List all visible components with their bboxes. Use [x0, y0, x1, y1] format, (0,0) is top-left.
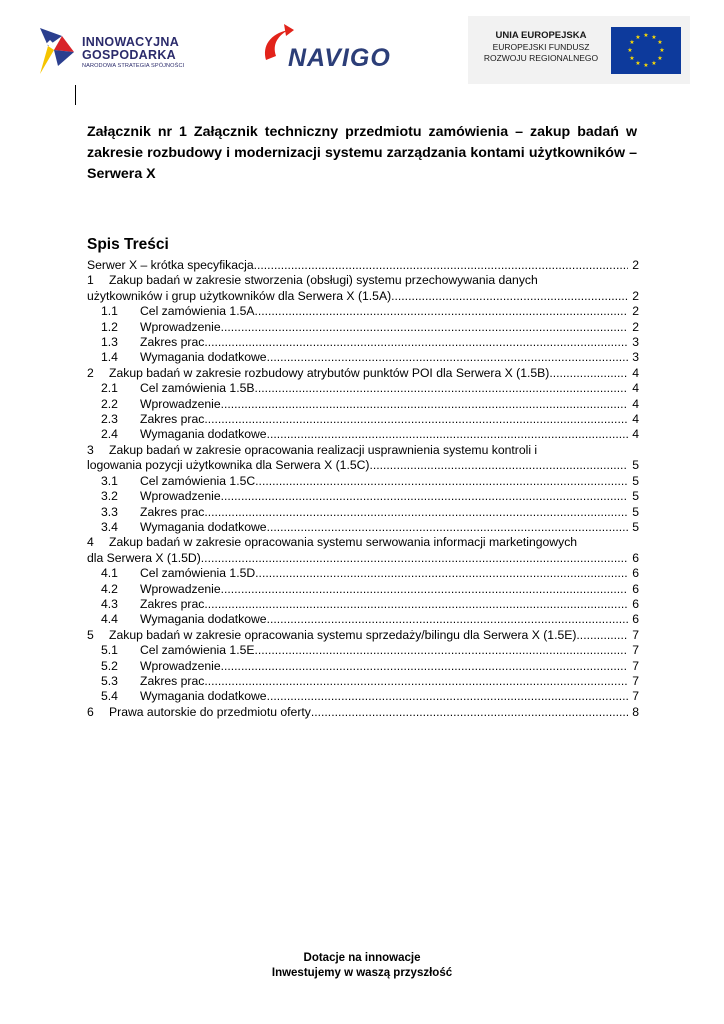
toc-page-number: 2 — [632, 258, 639, 272]
toc-page-number: 4 — [632, 412, 639, 427]
toc-entry-title: Wymagania dodatkowe — [140, 427, 267, 442]
toc-entry-line — [87, 335, 639, 350]
svg-text:★: ★ — [643, 32, 649, 39]
toc-entry-line — [87, 566, 639, 581]
ig-logo-text: INNOWACYJNA GOSPODARKA — [82, 35, 180, 62]
toc-entry-number: 2 — [87, 365, 94, 380]
toc-page-number: 4 — [632, 365, 639, 380]
toc-dot-leader — [254, 258, 629, 273]
toc-entry-title: Wymagania dodatkowe — [140, 350, 267, 365]
toc-dot-leader — [576, 628, 628, 643]
toc-entry-number: 1.3 — [101, 335, 118, 350]
toc-heading: Spis Treści — [87, 236, 169, 253]
navigo-logo — [260, 22, 410, 72]
toc-page-number: 7 — [632, 689, 639, 704]
innowacyjna-gospodarka-logo — [38, 22, 208, 78]
document-title: Załącznik nr 1 Załącznik techniczny przedmiotu zamówienia – zakup badań w zakresie rozbudowy i modernizacji systemu zarządzania kontami użytkowników – Serwera X — [87, 124, 637, 182]
toc-entry-last-line — [87, 289, 639, 304]
toc-entry-title: Zakup badań w zakresie stworzenia (obsługi) systemu przechowywania danych — [109, 273, 538, 288]
toc-entry-first-line — [87, 273, 639, 288]
toc-entry-first-line — [87, 443, 639, 458]
toc-entry-title: Cel zamówienia 1.5D — [140, 566, 256, 581]
toc-entry-title: Zakres prac — [140, 673, 205, 688]
toc-page-number: 4 — [632, 381, 639, 396]
toc-entry-number: 4 — [87, 535, 94, 550]
toc-page-number: 4 — [632, 396, 639, 411]
toc-entry-number: 2.3 — [101, 412, 118, 427]
toc-entry-number: 3.4 — [101, 519, 118, 534]
toc-page-number: 2 — [632, 304, 639, 319]
svg-text:★: ★ — [635, 34, 641, 41]
toc-entry-line — [87, 582, 639, 597]
toc-entry-line — [87, 381, 639, 396]
toc-entry[interactable] — [87, 273, 639, 304]
toc-dot-leader — [549, 366, 628, 381]
toc-entry-line — [87, 258, 639, 273]
toc-dot-leader — [255, 566, 628, 581]
toc-entry-title: Zakup badań w zakresie opracowania systemu serwowania informacji marketingowych — [109, 535, 578, 550]
toc-dot-leader — [311, 705, 628, 720]
toc-entry-title-continued: użytkowników i grup użytkowników dla Serwera X (1.5A) — [87, 288, 392, 303]
toc-page-number: 7 — [632, 658, 639, 673]
toc-page-number: 7 — [632, 673, 639, 688]
toc-page-number: 5 — [632, 489, 639, 504]
toc-entry-number: 3.1 — [101, 473, 118, 488]
toc-dot-leader — [204, 505, 628, 520]
toc-dot-leader — [221, 659, 629, 674]
svg-text:★: ★ — [629, 55, 635, 62]
svg-text:★: ★ — [629, 39, 635, 46]
page-footer — [0, 951, 724, 981]
toc-entry-line — [87, 597, 639, 612]
eu-logo-text: UNIA EUROPEJSKA EUROPEJSKI FUNDUSZ ROZWOJU REGIONALNEGO — [483, 30, 599, 63]
toc-dot-leader — [255, 474, 628, 489]
toc-entry-number: 2.1 — [101, 381, 118, 396]
toc-entry[interactable] — [87, 689, 639, 704]
toc-entry[interactable] — [87, 705, 639, 720]
toc-entry[interactable] — [87, 304, 639, 319]
toc-entry-number: 6 — [87, 704, 94, 719]
toc-entry[interactable] — [87, 505, 639, 520]
toc-entry-line — [87, 674, 639, 689]
toc-dot-leader — [254, 381, 628, 396]
toc-entry-number: 4.1 — [101, 566, 118, 581]
svg-text:★: ★ — [635, 60, 641, 67]
toc-entry[interactable] — [87, 659, 639, 674]
toc-entry[interactable] — [87, 366, 639, 381]
toc-dot-leader — [254, 643, 628, 658]
toc-entry-line — [87, 628, 639, 643]
toc-entry-line — [87, 366, 639, 381]
toc-page-number: 5 — [632, 519, 639, 534]
toc-entry-title: Zakres prac — [140, 596, 205, 611]
toc-entry-line — [87, 505, 639, 520]
toc-entry-last-line — [87, 458, 639, 473]
toc-entry-number: 4.4 — [101, 612, 118, 627]
ig-logo-subtext: NARODOWA STRATEGIA SPÓJNOŚCI — [82, 63, 185, 69]
toc-dot-leader — [204, 674, 628, 689]
toc-entry[interactable] — [87, 643, 639, 658]
toc-entry-number: 3.2 — [101, 489, 118, 504]
toc-entry-line — [87, 689, 639, 704]
toc-page-number: 6 — [632, 566, 639, 581]
toc-dot-leader — [204, 335, 628, 350]
svg-text:★: ★ — [651, 34, 657, 41]
toc-entry[interactable] — [87, 597, 639, 612]
toc-entry-number: 5 — [87, 627, 94, 642]
toc-entry-number: 5.1 — [101, 643, 118, 658]
toc-entry-line — [87, 320, 639, 335]
footer-line-1: Dotacje na innowacje — [303, 952, 421, 964]
toc-entry[interactable] — [87, 582, 639, 597]
footer-line-2: Inwestujemy w waszą przyszłość — [271, 967, 453, 979]
eu-flag-icon — [611, 27, 681, 74]
toc-entry-line — [87, 643, 639, 658]
toc-dot-leader — [267, 612, 629, 627]
toc-entry-number: 3 — [87, 442, 94, 457]
toc-entry[interactable] — [87, 566, 639, 581]
toc-dot-leader — [221, 489, 629, 504]
toc-entry-number: 1.1 — [101, 304, 118, 319]
toc-entry-title: Zakres prac — [140, 335, 205, 350]
toc-page-number: 8 — [632, 704, 639, 719]
navigo-logo-text: NAVIGO — [288, 44, 391, 72]
toc-entry[interactable] — [87, 489, 639, 504]
toc-entry-title: Cel zamówienia 1.5E — [140, 643, 255, 658]
toc-entry-title-continued: dla Serwera X (1.5D) — [87, 550, 201, 565]
toc-page-number: 4 — [632, 427, 639, 442]
toc-entry[interactable] — [87, 412, 639, 427]
toc-entry-number: 5.2 — [101, 658, 118, 673]
toc-entry-number: 5.3 — [101, 673, 118, 688]
toc-dot-leader — [391, 289, 628, 304]
toc-entry-title: Wprowadzenie — [140, 658, 221, 673]
toc-entry[interactable] — [87, 535, 639, 566]
toc-entry-title: Zakup badań w zakresie opracowania systemu sprzedaży/bilingu dla Serwera X (1.5E) — [109, 627, 577, 642]
toc-entry[interactable] — [87, 258, 639, 273]
toc-entry-title: Wprowadzenie — [140, 396, 221, 411]
toc-entry[interactable] — [87, 320, 639, 335]
toc-dot-leader — [221, 320, 629, 335]
toc-page-number: 7 — [632, 643, 639, 658]
toc-page-number: 5 — [632, 458, 639, 473]
toc-entry-line — [87, 489, 639, 504]
toc-entry-title: Wprowadzenie — [140, 489, 221, 504]
margin-change-bar — [75, 85, 76, 105]
toc-page-number: 6 — [632, 581, 639, 596]
toc-page-number: 3 — [632, 335, 639, 350]
eu-fund-logo — [468, 16, 690, 84]
toc-entry-line — [87, 705, 639, 720]
toc-entry-title: Wprowadzenie — [140, 319, 221, 334]
toc-page-number: 6 — [632, 596, 639, 611]
toc-dot-leader — [204, 412, 628, 427]
toc-entry-first-line — [87, 535, 639, 550]
toc-entry-line — [87, 520, 639, 535]
toc-entry-title: Wprowadzenie — [140, 581, 221, 596]
toc-dot-leader — [267, 427, 629, 442]
toc-entry-number: 4.2 — [101, 581, 118, 596]
toc-entry[interactable] — [87, 427, 639, 442]
toc-entry-last-line — [87, 551, 639, 566]
toc-entry-title: Zakres prac — [140, 412, 205, 427]
toc-page-number: 6 — [632, 550, 639, 565]
svg-text:★: ★ — [657, 39, 663, 46]
toc-page-number: 5 — [632, 473, 639, 488]
toc-entry[interactable] — [87, 381, 639, 396]
toc-entry-number: 4.3 — [101, 596, 118, 611]
toc-dot-leader — [267, 689, 629, 704]
toc-dot-leader — [267, 520, 629, 535]
toc-page-number: 7 — [632, 627, 639, 642]
toc-entry[interactable] — [87, 397, 639, 412]
toc-entry[interactable] — [87, 612, 639, 627]
toc-entry-number: 1 — [87, 273, 94, 288]
toc-dot-leader — [201, 551, 628, 566]
toc-entry-title: Cel zamówienia 1.5A — [140, 304, 255, 319]
toc-entry-line — [87, 612, 639, 627]
toc-entry-title: Serwer X – krótka specyfikacja — [87, 258, 254, 272]
toc-entry-title: Cel zamówienia 1.5C — [140, 473, 256, 488]
toc-entry-number: 5.4 — [101, 689, 118, 704]
toc-entry-title: Wymagania dodatkowe — [140, 519, 267, 534]
toc-entry-line — [87, 412, 639, 427]
page-header — [0, 0, 724, 100]
ig-logo-mark-icon — [38, 26, 76, 76]
toc-entry-title: Zakres prac — [140, 504, 205, 519]
toc-dot-leader — [267, 350, 629, 365]
toc-entry-title: Wymagania dodatkowe — [140, 689, 267, 704]
toc-entry-line — [87, 304, 639, 319]
toc-dot-leader — [204, 597, 628, 612]
toc-entry-number: 1.2 — [101, 319, 118, 334]
toc-entry[interactable] — [87, 674, 639, 689]
toc-entry[interactable] — [87, 628, 639, 643]
toc-page-number: 2 — [632, 319, 639, 334]
toc-entry[interactable] — [87, 474, 639, 489]
toc-page-number: 5 — [632, 504, 639, 519]
toc-entry[interactable] — [87, 520, 639, 535]
toc-page-number: 2 — [632, 288, 639, 303]
toc-entry-number: 1.4 — [101, 350, 118, 365]
table-of-contents — [87, 258, 639, 720]
toc-entry-number: 2.4 — [101, 427, 118, 442]
toc-entry-title: Zakup badań w zakresie opracowania realizacji usprawnienia systemu kontroli i — [109, 442, 538, 457]
svg-text:★: ★ — [627, 47, 633, 54]
toc-entry-title: Zakup badań w zakresie rozbudowy atrybutów punktów POI dla Serwera X (1.5B) — [109, 365, 550, 380]
toc-entry[interactable] — [87, 443, 639, 474]
toc-entry-number: 2.2 — [101, 396, 118, 411]
toc-page-number: 6 — [632, 612, 639, 627]
toc-dot-leader — [369, 458, 628, 473]
toc-entry-title: Wymagania dodatkowe — [140, 612, 267, 627]
toc-entry-title: Cel zamówienia 1.5B — [140, 381, 255, 396]
toc-dot-leader — [254, 304, 628, 319]
toc-entry-title-continued: logowania pozycji użytkownika dla Serwera X (1.5C) — [87, 458, 370, 473]
svg-text:★: ★ — [643, 62, 649, 69]
toc-entry-line — [87, 397, 639, 412]
svg-text:★: ★ — [657, 55, 663, 62]
toc-page-number: 3 — [632, 350, 639, 365]
toc-entry-title: Prawa autorskie do przedmiotu oferty — [109, 704, 311, 719]
toc-dot-leader — [221, 397, 629, 412]
toc-entry-number: 3.3 — [101, 504, 118, 519]
toc-entry-line — [87, 659, 639, 674]
svg-text:★: ★ — [659, 47, 665, 54]
toc-entry-line — [87, 427, 639, 442]
toc-dot-leader — [221, 582, 629, 597]
svg-text:★: ★ — [651, 60, 657, 67]
toc-entry[interactable] — [87, 335, 639, 350]
toc-entry-line — [87, 350, 639, 365]
toc-entry-line — [87, 474, 639, 489]
toc-entry[interactable] — [87, 350, 639, 365]
